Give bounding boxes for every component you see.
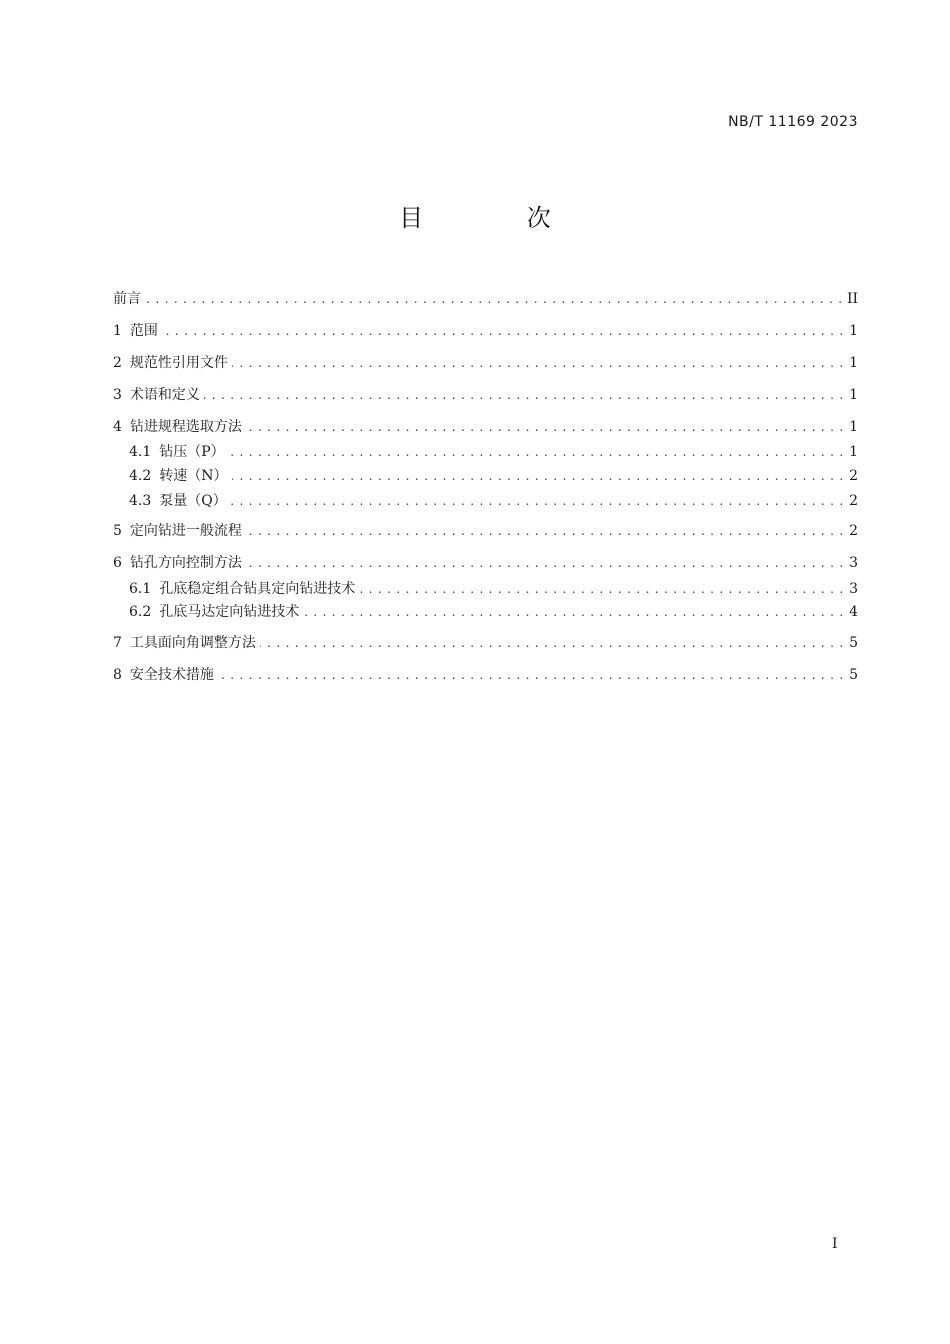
toc-entry-8[interactable] [113, 664, 858, 686]
toc-entry-text: 术语和定义 [129, 387, 200, 403]
toc-entry-6[interactable] [113, 552, 858, 574]
toc-entry-text: 泵量（Q） [159, 493, 227, 509]
toc-entry-number: 1 [113, 323, 122, 339]
toc-page-ref: 3 [849, 581, 858, 597]
toc-entry-text: 钻压（P） [159, 444, 225, 460]
toc-entry-text: 安全技术措施 [129, 667, 214, 683]
toc-entry-foreword[interactable] [113, 288, 858, 310]
toc-entry-number: 4.1 [129, 444, 152, 460]
toc-leader [162, 320, 844, 342]
toc-entry-2[interactable] [113, 352, 858, 374]
toc-entry-text: 规范性引用文件 [129, 355, 228, 371]
toc-page-ref: II [846, 291, 858, 307]
toc-page-ref: 1 [849, 323, 858, 339]
toc-entry-text: 定向钻进一般流程 [129, 523, 242, 539]
toc-entry-text: 孔底马达定向钻进技术 [159, 604, 300, 620]
toc-page-ref: 4 [849, 604, 858, 620]
toc-entry-6-2[interactable] [129, 601, 858, 623]
toc-entry-number: 5 [113, 523, 122, 539]
toc-entry-7[interactable] [113, 632, 858, 654]
toc-leader [246, 416, 844, 438]
toc-entry-text: 工具面向角调整方法 [129, 635, 256, 651]
toc-page-ref: 3 [849, 555, 858, 571]
toc-page-ref: 2 [849, 523, 858, 539]
toc-page-ref: 2 [849, 468, 858, 484]
toc-page-ref: 1 [849, 419, 858, 435]
toc-entry-number: 6 [113, 555, 122, 571]
toc-entry-5[interactable] [113, 520, 858, 542]
toc-entry-text: 范围 [129, 323, 158, 339]
toc-entry-text: 孔底稳定组合钻具定向钻进技术 [159, 581, 356, 597]
toc-leader [260, 632, 844, 654]
toc-leader [359, 578, 844, 600]
toc-leader [303, 601, 844, 623]
page-number: I [832, 1236, 838, 1252]
toc-entry-3[interactable] [113, 384, 858, 406]
toc-entry-number: 8 [113, 667, 122, 683]
toc-entry-number: 4 [113, 419, 122, 435]
toc-leader [232, 352, 844, 374]
toc-entry-number: 6.2 [129, 604, 152, 620]
toc-entry-number: 7 [113, 635, 122, 651]
toc-leader [229, 441, 844, 463]
toc-entry-number: 2 [113, 355, 122, 371]
toc-leader [218, 664, 844, 686]
page-title: 目 次 [399, 204, 599, 232]
toc-page-ref: 1 [849, 387, 858, 403]
toc-leader [246, 520, 844, 542]
toc-entry-text: 转速（N） [159, 468, 228, 484]
standard-code: NB/T 11169 2023 [728, 114, 858, 130]
toc-entry-4-1[interactable] [129, 441, 858, 463]
toc-leader [246, 552, 844, 574]
toc-entry-6-1[interactable] [129, 578, 858, 600]
toc-page-ref: 2 [849, 493, 858, 509]
toc-entry-text: 前言 [113, 291, 141, 307]
toc-leader [145, 288, 843, 310]
toc-page-ref: 1 [849, 444, 858, 460]
toc-page-ref: 1 [849, 355, 858, 371]
toc-entry-4-2[interactable] [129, 465, 858, 487]
toc-entry-number: 6.1 [129, 581, 152, 597]
toc-entry-number: 3 [113, 387, 122, 403]
toc-entry-number: 4.3 [129, 493, 152, 509]
toc-page-ref: 5 [849, 667, 858, 683]
toc-page-ref: 5 [849, 635, 858, 651]
toc-leader [232, 465, 844, 487]
toc-entry-text: 钻孔方向控制方法 [129, 555, 242, 571]
toc-entry-text: 钻进规程选取方法 [129, 419, 242, 435]
toc-entry-number: 4.2 [129, 468, 152, 484]
toc-entry-4-3[interactable] [129, 490, 858, 512]
toc-leader [204, 384, 844, 406]
toc-entry-4[interactable] [113, 416, 858, 438]
toc-entry-1[interactable] [113, 320, 858, 342]
toc-leader [231, 490, 844, 512]
